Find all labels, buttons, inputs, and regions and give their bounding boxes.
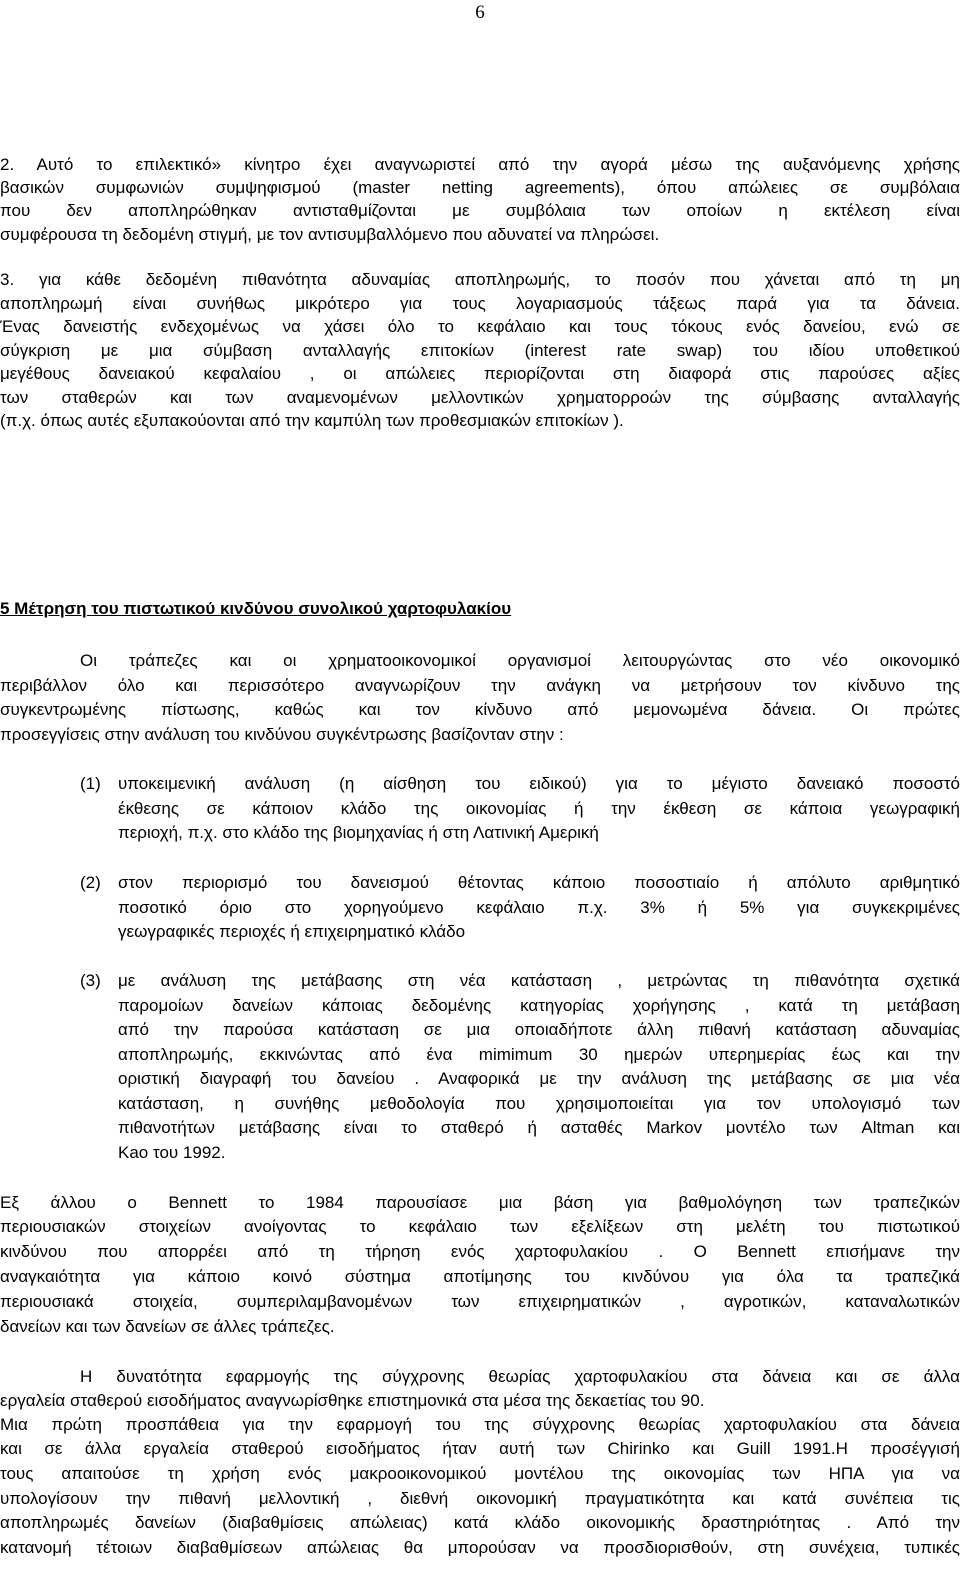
text-line: υπολογίσουν την πιθανή μελλοντική , διεθνή οικονομική πραγματικότητα και κατά συνέπεια τις xyxy=(0,1489,960,1508)
text-line: από την παρούσα κατάσταση σε μια οποιαδήποτε άλλη πιθανή κατάσταση αδυναμίας xyxy=(118,1020,960,1039)
list-number: (2) xyxy=(80,873,101,892)
text-line: κινδύνου που απορρέει από τη τήρηση ενός χαρτοφυλακίου . Ο Bennett επισήμανε την xyxy=(0,1242,960,1261)
text-line: βασικών συμφωνιών συμψηφισμού (master netting agreements), όπου απώλειες σε συμβόλαια xyxy=(0,178,960,197)
text-line: Ένας δανειστής ενδεχομένως να χάσει όλο το κεφάλαιο και τους τόκους ενός δανείου, ενώ σε xyxy=(0,317,960,336)
text-line: έκθεσης σε κάποιον κλάδο της οικονομίας ή την έκθεση σε κάποια γεωγραφική xyxy=(118,799,960,818)
text-line: (π.χ. όπως αυτές εξυπακούονται από την καμπύλη των προθεσμιακών επιτοκίων ). xyxy=(0,411,624,430)
text-line: πιθανοτήτων μετάβασης είναι το σταθερό ή ασταθές Markov μοντέλο των Altman και xyxy=(118,1118,960,1137)
text-line: δανείων και των δανείων σε άλλες τράπεζες. xyxy=(0,1317,335,1336)
text-line: αποπληρωμής, εκκινώντας από ένα mimimum 30 ημερών υπερημερίας έως και την xyxy=(118,1045,960,1064)
text-line: αποπληρωμή είναι συνήθως μικρότερο για τους λογαριασμούς τάξεως παρά για τα δάνεια. xyxy=(0,294,960,313)
text-line: παρομοίων δανείων κάποιας δεδομένης κατηγορίας χορήγησης , κατά τη μετάβαση xyxy=(118,996,960,1015)
text-line: Kao του 1992. xyxy=(118,1143,226,1162)
text-line: σύγκριση με μια σύμβαση ανταλλαγής επιτοκίων (interest rate swap) του ιδίου υποθετικού xyxy=(0,341,960,360)
text-line: αποπληρωμές δανείων (διαβαθμίσεις απώλειας) κατά κλάδο οικονομικής δραστηριότητας . Από την xyxy=(0,1513,960,1532)
text-line: εργαλεία σταθερού εισοδήματος αναγνωρίσθηκε επιστημονικά στα μέσα της δεκαετίας του 90. xyxy=(0,1391,705,1410)
text-line: των σταθερών και των αναμενομένων μελλοντικών χρηματορροών της σύμβασης ανταλλαγής xyxy=(0,388,960,407)
text-line: περιβάλλον όλο και περισσότερο αναγνωρίζουν την ανάγκη να μετρήσουν τον κίνδυνο της xyxy=(0,676,960,695)
text-line: περιοχή, π.χ. στο κλάδο της βιομηχανίας ή στη Λατινική Αμερική xyxy=(118,823,599,842)
list-number: (3) xyxy=(80,971,101,990)
text-line: αναγκαιότητα για κάποιο κοινό σύστημα αποτίμησης του κινδύνου για όλα τα τραπεζικά xyxy=(0,1267,960,1286)
text-line: που δεν αποπληρώθηκαν αντισταθμίζονται με συμβόλαια των οποίων η εκτέλεση είναι xyxy=(0,201,960,220)
text-line: κατανομή τέτοιων διαβαθμίσεων απώλειας θα μπορούσαν να προσδιορισθούν, στη συνέχεια, τυπικές xyxy=(0,1538,960,1557)
text-line: Η δυνατότητα εφαρμογής της σύγχρονης θεωρίας χαρτοφυλακίου στα δάνεια και σε άλλα xyxy=(80,1367,960,1386)
text-line: 2. Αυτό το επιλεκτικό» κίνητρο έχει αναγνωριστεί από την αγορά μέσω της αυξανόμενης χρήσης xyxy=(0,155,960,174)
text-line: μεγέθους δανειακού κεφαλαίου , οι απώλειες περιορίζονται στη διαφορά στις παρούσες αξίες xyxy=(0,364,960,383)
text-line: Οι τράπεζες και οι χρηματοοικονομικοί οργανισμοί λειτουργώντας στο νέο οικονομικό xyxy=(80,651,960,670)
list-number: (1) xyxy=(80,774,101,793)
text-line: περιουσιακών στοιχείων ανοίγοντας το κεφάλαιο των εξελίξεων στη μελέτη του πιστωτικού xyxy=(0,1217,960,1236)
text-line: τους απαιτούσε τη χρήση ενός μακροοικονομικού μοντέλου της οικονομίας των ΗΠΑ για να xyxy=(0,1464,960,1483)
text-line: κατάσταση, η συνήθης μεθοδολογία που χρησιμοποιείται για τον υπολογισμό των xyxy=(118,1094,960,1113)
text-line: με ανάλυση της μετάβασης στη νέα κατάσταση , μετρώντας τη πιθανότητα σχετικά xyxy=(118,971,960,990)
text-line: και σε άλλα εργαλεία σταθερού εισοδήματος ήταν αυτή των Chirinko και Guill 1991.Η προσέγγισή xyxy=(0,1439,960,1458)
text-line: ποσοτικό όριο στο χορηγούμενο κεφάλαιο π.χ. 3% ή 5% για συγκεκριμένες xyxy=(118,898,960,917)
text-line: γεωγραφικές περιοχές ή επιχειρηματικό κλάδο xyxy=(118,922,466,941)
text-line: συμφέρουσα τη δεδομένη στιγμή, με τον αντισυμβαλλόμενο που αδυνατεί να πληρώσει. xyxy=(0,225,660,244)
text-line: συγκεντρωμένης πίστωσης, καθώς και τον κίνδυνο από μεμονωμένα δάνεια. Οι πρώτες xyxy=(0,700,960,719)
text-line: προσεγγίσεις στην ανάλυση του κινδύνου συγκέντρωσης βασίζονταν στην : xyxy=(0,725,564,744)
text-line: Μια πρώτη προσπάθεια για την εφαρμογή του της σύγχρονης θεωρίας χαρτοφυλακίου στα δάνεια xyxy=(0,1415,960,1434)
text-line: Εξ άλλου ο Bennett το 1984 παρουσίασε μια βάση για βαθμολόγηση των τραπεζικών xyxy=(0,1193,960,1212)
text-line: οριστική διαγραφή του δανείου . Αναφορικά με την ανάλυση της μετάβασης σε μια νέα xyxy=(118,1069,960,1088)
page-number: 6 xyxy=(475,2,485,23)
text-line: στον περιορισμό του δανεισμού θέτοντας κάποιο ποσοστιαίο ή απόλυτο αριθμητικό xyxy=(118,873,960,892)
text-line: 3. για κάθε δεδομένη πιθανότητα αδυναμίας αποπληρωμής, το ποσόν που χάνεται από τη μη xyxy=(0,270,960,289)
section-heading: 5 Μέτρηση του πιστωτικού κινδύνου συνολικού χαρτοφυλακίου xyxy=(0,599,512,618)
text-line: περιουσιακά στοιχεία, συμπεριλαμβανομένων των επιχειρηματικών , αγροτικών, καταναλωτικών xyxy=(0,1292,960,1311)
text-line: υποκειμενική ανάλυση (η αίσθηση του ειδικού) για το μέγιστο δανειακό ποσοστό xyxy=(118,774,960,793)
